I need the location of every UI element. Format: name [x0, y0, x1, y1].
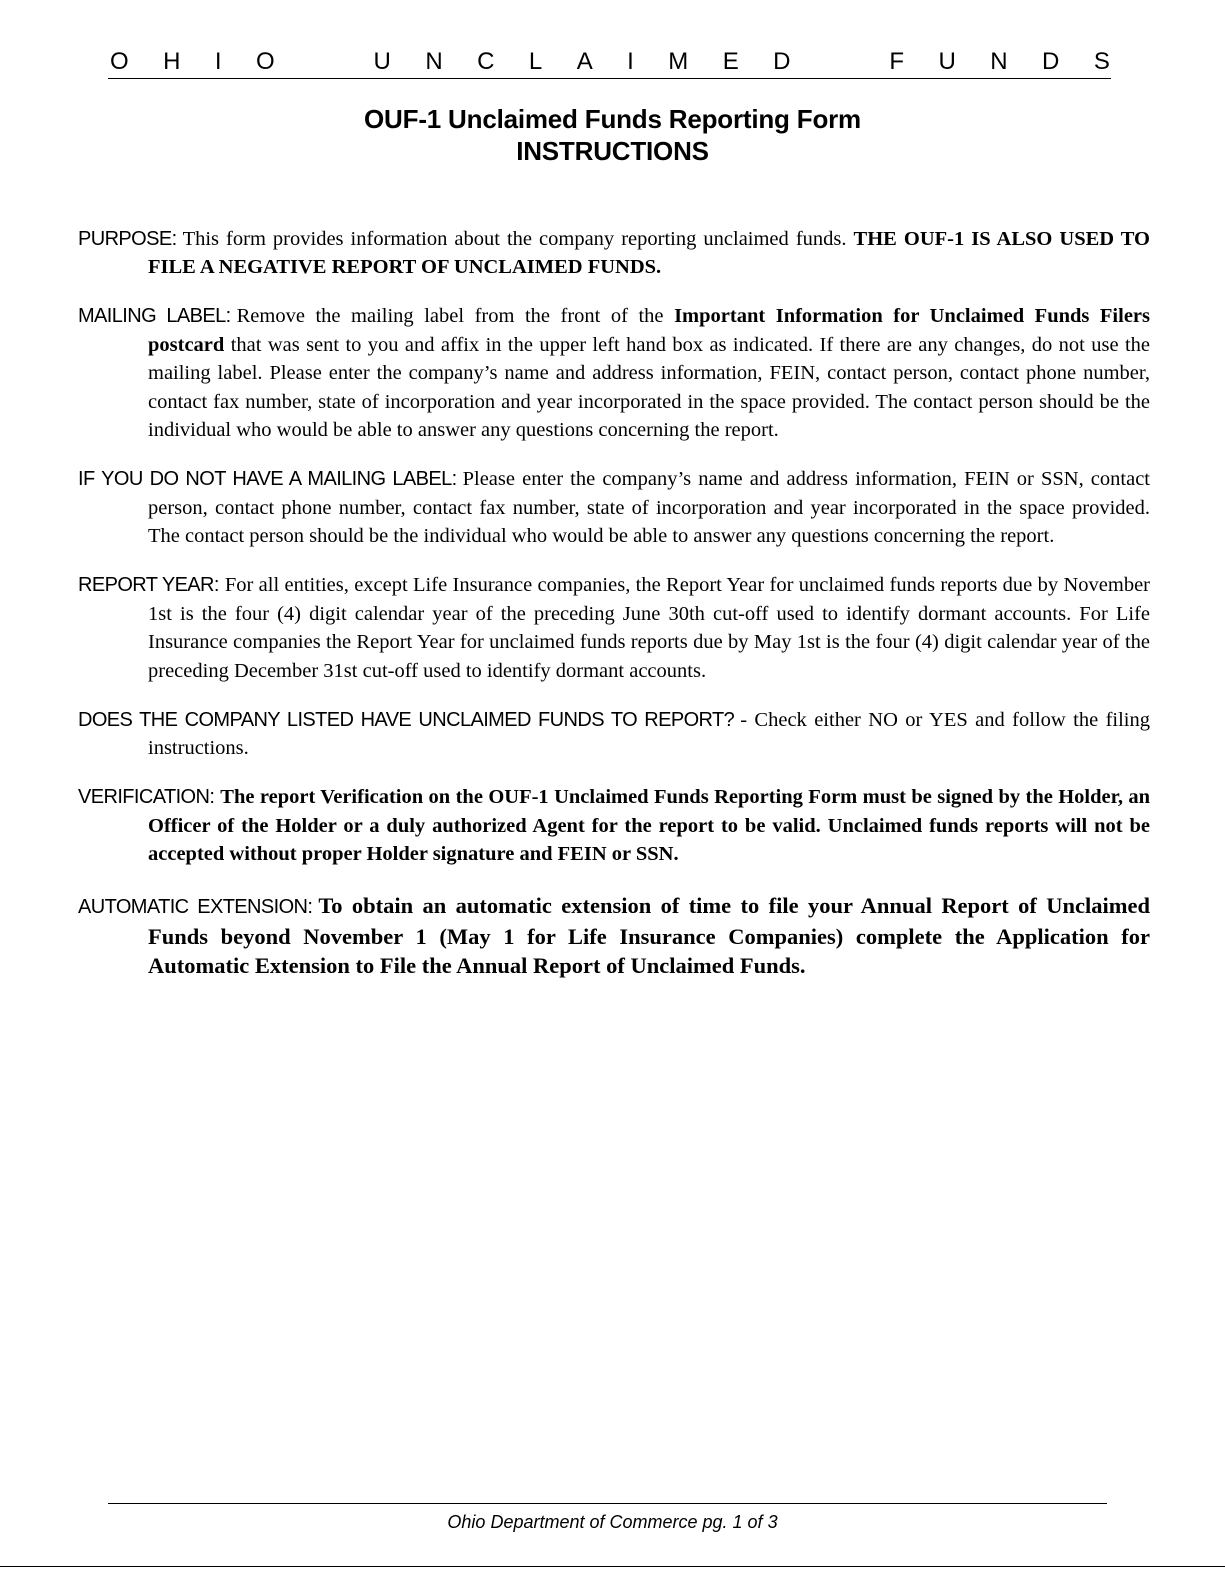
- page-footer: Ohio Department of Commerce pg. 1 of 3: [447, 1512, 778, 1532]
- header-letter: D: [773, 48, 791, 75]
- form-title-line1: OUF-1 Unclaimed Funds Reporting Form: [364, 104, 861, 134]
- instructions-body: [78, 204, 1150, 988]
- section-bold-text: THE OUF-1 IS ALSO USED TO FILE A NEGATIVE REPORT OF UNCLAIMED FUNDS.: [148, 227, 1150, 278]
- section-verification: [78, 783, 1150, 869]
- section-text: This form provides information about the company reporting unclaimed funds.: [182, 227, 847, 250]
- header-letter: M: [668, 48, 689, 75]
- header-letter: E: [722, 48, 739, 75]
- section-label: AUTOMATIC EXTENSION:: [78, 896, 313, 918]
- section-label: PURPOSE:: [78, 227, 177, 250]
- page-header-letters: [110, 48, 1110, 76]
- section-label: REPORT YEAR:: [78, 574, 219, 596]
- section-report-year: [78, 571, 1150, 685]
- header-letter: L: [528, 48, 543, 75]
- header-letter: D: [1042, 48, 1060, 75]
- section-label: IF YOU DO NOT HAVE A MAILING LABEL:: [78, 468, 457, 490]
- footer-divider: [108, 1503, 1107, 1504]
- section-label: DOES THE COMPANY LISTED HAVE UNCLAIMED FUNDS TO REPORT?: [78, 708, 735, 731]
- section-text: For all entities, except Life Insurance companies, the Report Year for unclaimed funds reports due by November 1st is the four (4) digit calendar year of the preceding June 30th cut-off used to identify dormant accounts. For Life Insurance companies the Report Year for unclaimed funds reports due by May 1st is the four (4) digit calendar year of the preceding December 31st cut-off used to identify dormant accounts.: [148, 574, 1150, 682]
- section-mailing-label: [78, 302, 1150, 445]
- header-letter: U: [373, 48, 391, 75]
- page-bottom-edge: [0, 1566, 1225, 1567]
- form-title: [0, 103, 1225, 167]
- header-letter: F: [889, 48, 905, 75]
- header-letter: S: [1093, 48, 1110, 75]
- header-gap: [825, 48, 855, 76]
- section-bold-text: The report Verification on the OUF-1 Unclaimed Funds Reporting Form must be signed by the Holder, an Officer of the Holder or a duly authorized Agent for the report to be valid. Unclaimed funds reports will not be accepted without proper Holder signature and FEIN or SSN.: [148, 786, 1150, 865]
- header-letter: A: [576, 48, 593, 75]
- header-letter: O: [110, 48, 129, 75]
- section-text: - Check either NO or YES and follow the filing instructions.: [148, 708, 1150, 759]
- section-company-report: [78, 706, 1150, 763]
- header-letter: N: [425, 48, 443, 75]
- header-letter: I: [627, 48, 634, 75]
- section-text: that was sent to you and affix in the upper left hand box as indicated. If there are any changes, do not use the mailing label. Please enter the company’s name and address information, FEIN, contact person, contact phone number, contact fax number, state of incorporation and year incorporated in the space provided. The contact person should be the individual who would be able to answer any questions concerning the report.: [148, 333, 1151, 441]
- header-letter: H: [163, 48, 181, 75]
- section-bold-text: To obtain an automatic extension of time to file your Annual Report of Unclaimed Funds beyond November 1 (May 1 for Life Insurance Companies) complete the Application for Automatic Extension to File the Annual Report of Unclaimed Funds.: [148, 893, 1150, 978]
- header-letter: O: [256, 48, 275, 75]
- section-no-mailing-label: [78, 465, 1150, 551]
- section-text: Remove the mailing label from the front of the: [236, 305, 664, 327]
- header-letter: I: [214, 48, 222, 75]
- header-letter: U: [938, 48, 956, 75]
- section-purpose: [78, 225, 1150, 282]
- header-letter: N: [990, 48, 1008, 75]
- header-gap: [309, 48, 339, 76]
- form-title-line2: INSTRUCTIONS: [516, 136, 709, 166]
- header-divider: [108, 78, 1111, 79]
- header-letter: C: [477, 48, 495, 75]
- section-bold-text: Important Information for Unclaimed Funds Filers postcard: [148, 305, 1150, 356]
- section-text: Please enter the company’s name and address information, FEIN or SSN, contact person, contact phone number, contact fax number, state of incorporation and year incorporated in the space provided. The contact person should be the individual who would be able to answer any questions concerning the report.: [148, 468, 1150, 547]
- section-automatic-extension: [78, 891, 1150, 980]
- section-label: VERIFICATION:: [78, 786, 215, 808]
- section-label: MAILING LABEL:: [78, 305, 231, 327]
